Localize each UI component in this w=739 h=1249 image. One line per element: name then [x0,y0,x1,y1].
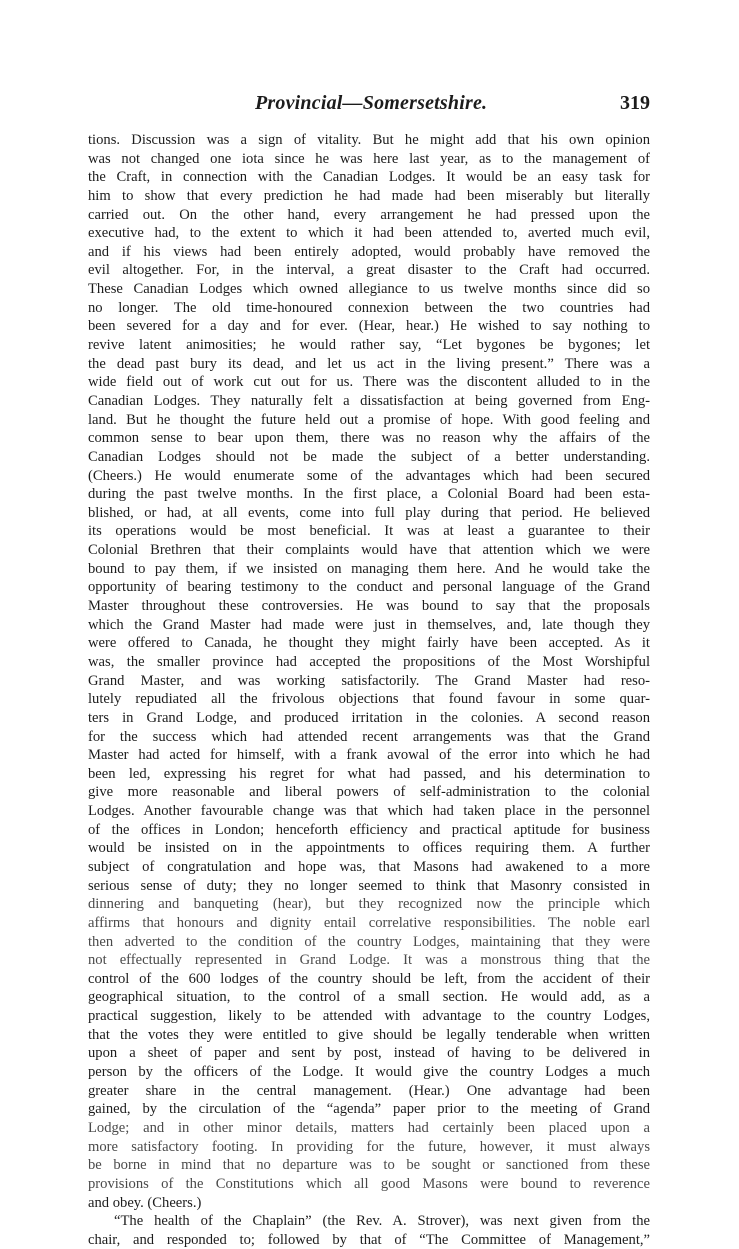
text-line: lutely repudiated all the frivolous objections that found favour in some quar- [88,691,650,708]
text-line: wide field out of work cut out for us. There was the discontent alluded to in the [88,374,650,391]
text-line: was not changed one iota since he was here last year, as to the management of [88,150,650,167]
text-line: that the votes they were entitled to give should be legally tenderable when written [88,1026,650,1043]
text-line: serious sense of duty; they no longer seemed to think that Masonry consisted in [88,877,650,894]
text-line: executive had, to the extent to which it had been attended to, averted much evil, [88,225,650,242]
text-line: Lodge; and in other minor details, matters had certainly been placed upon a [88,1119,650,1136]
text-line: affirms that honours and dignity entail correlative responsibilities. The noble earl [88,914,650,931]
running-head-title: Provincial—Somersetshire. [255,92,488,114]
text-line: Grand Master, and was working satisfactorily. The Grand Master had reso- [88,672,650,689]
text-line: person by the officers of the Lodge. It would give the country Lodges a much [88,1064,650,1081]
text-line: would be insisted on in the appointments to offices requiring them. A further [88,840,650,857]
text-line: subject of congratulation and hope was, that Masons had awakened to a more [88,858,650,875]
text-line: the dead past bury its dead, and let us act in the living present.” There was a [88,355,650,372]
text-line: revive latent animosities; he would rather say, “Let bygones be bygones; let [88,337,650,354]
text-line: gained, by the circulation of the “agenda” paper prior to the meeting of Grand [88,1101,650,1118]
text-line: tions. Discussion was a sign of vitality. But he might add that his own opinion [88,132,650,148]
text-line: bound to pay them, if we insisted on managing them here. And he would take the [88,560,650,577]
text-line: been severed for a day and for ever. (Hear, hear.) He wished to say nothing to [88,318,650,335]
page-number: 319 [620,92,650,114]
text-line: evil altogether. For, in the interval, a great disaster to the Craft had occurred. [88,262,650,279]
text-line: greater share in the central management. (Hear.) One advantage had been [88,1082,650,1099]
text-line: the Craft, in connection with the Canadian Lodges. It would be an easy task for [88,169,650,186]
text-line: These Canadian Lodges which owned allegiance to us twelve months since did so [88,281,650,298]
text-line: opportunity of bearing testimony to the conduct and personal language of the Grand [88,579,650,596]
text-line: geographical situation, to the control of a small section. He would add, as a [88,989,650,1006]
text-line: control of the 600 lodges of the country should be left, from the accident of their [88,970,650,987]
text-line: Master had acted for himself, with a frank avowal of the error into which he had [88,747,650,764]
text-line: which the Grand Master had made were just in themselves, and, late though they [88,616,650,633]
text-line: during the past twelve months. In the first place, a Colonial Board had been esta- [88,486,650,503]
text-line: more satisfactory footing. In providing for the future, however, it must always [88,1138,650,1155]
text-line: be borne in mind that no departure was to be sought or sanctioned from these [88,1157,650,1174]
text-line: Lodges. Another favourable change was that which had taken place in the personnel [88,803,650,820]
text-line: common sense to bear upon them, there was no reason why the affairs of the [88,430,650,447]
text-line: were offered to Canada, he thought they might fairly have been accepted. As it [88,635,650,652]
text-line: been led, expressing his regret for what had passed, and his determination to [88,765,650,782]
text-line: (Cheers.) He would enumerate some of the advantages which had been secured [88,467,650,484]
text-line: and if his views had been entirely adopted, would probably have removed the [88,243,650,260]
text-line: no longer. The old time-honoured connexion between the two countries had [88,299,650,316]
text-line: Master throughout these controversies. He was bound to say that the proposals [88,598,650,615]
text-line: not effectually represented in Grand Lodge. It was a monstrous thing that the [88,952,650,969]
text-line: provisions of the Constitutions which all good Masons were bound to reverence [88,1175,650,1192]
text-line: blished, or had, at all events, come into full play during that period. He believed [88,504,650,521]
text-line: “The health of the Chaplain” (the Rev. A. Strover), was next given from the [114,1213,650,1230]
text-line: and obey. (Cheers.) [88,1194,202,1211]
text-line: practical suggestion, likely to be attended with advantage to the country Lodges, [88,1008,650,1025]
text-line: Canadian Lodges should not be made the subject of a better understanding. [88,448,650,465]
text-line: Colonial Brethren that their complaints would have that attention which we were [88,542,650,559]
running-head [90,92,650,120]
text-line: of the offices in London; henceforth efficiency and practical aptitude for business [88,821,650,838]
text-line: ters in Grand Lodge, and produced irritation in the colonies. A second reason [88,709,650,726]
text-line: give more reasonable and liberal powers of self-administration to the colonial [88,784,650,801]
text-line: upon a sheet of paper and sent by post, instead of having to be delivered in [88,1045,650,1062]
text-line: then adverted to the condition of the country Lodges, maintaining that they were [88,933,650,950]
text-line: chair, and responded to; followed by that of “The Committee of Management,” [88,1231,650,1248]
text-line: dinnering and banqueting (hear), but they recognized now the principle which [88,896,650,913]
text-line: him to show that every prediction he had made had been miserably but literally [88,187,650,204]
body-text [88,131,650,1249]
text-line: carried out. On the other hand, every arrangement he had pressed upon the [88,206,650,223]
text-line: for the success which had attended recent arrangements was that the Grand [88,728,650,745]
text-line: its operations would be most beneficial. It was at least a guarantee to their [88,523,650,540]
text-line: Canadian Lodges. They naturally felt a dissatisfaction at being governed from Eng- [88,392,650,409]
text-line: land. But he thought the future held out a promise of hope. With good feeling and [88,411,650,428]
text-line: was, the smaller province had accepted the propositions of the Most Worshipful [88,653,650,670]
